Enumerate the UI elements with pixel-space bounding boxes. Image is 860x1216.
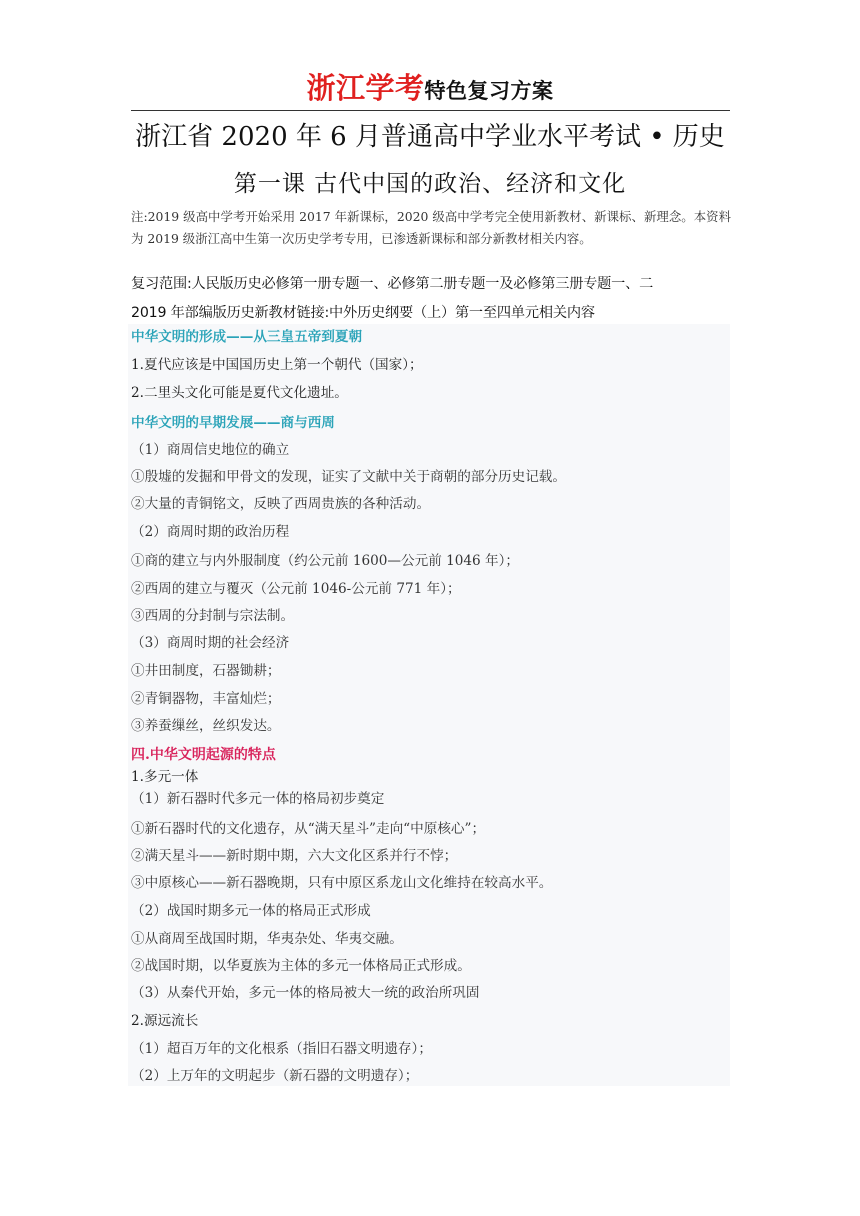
brand-red-text: 浙江学考: [306, 71, 425, 105]
content-line: ②满天星斗——新时期中期，六大文化区系并行不悖；: [131, 848, 458, 864]
brand-black-text: 特色复习方案: [424, 79, 554, 103]
content-line: （3）商周时期的社会经济: [131, 635, 290, 651]
brand-header: [0, 66, 860, 107]
content-line: ②青铜器物，丰富灿烂；: [131, 691, 281, 707]
content-line: 2.源远流长: [131, 1013, 199, 1029]
content-line: ①商的建立与内外服制度（约公元前 1600—公元前 1046 年）；: [131, 553, 520, 569]
document-title: 浙江省 2020 年 6 月普通高中学业水平考试 • 历史: [135, 122, 725, 152]
content-line: （2）商周时期的政治历程: [131, 524, 290, 540]
content-line: ②西周的建立与覆灭（公元前 1046-公元前 771 年）；: [131, 581, 461, 597]
content-line: ②大量的青铜铭文，反映了西周贵族的各种活动。: [131, 496, 431, 512]
content-line: ①从商周至战国时期，华夷杂处、华夷交融。: [131, 931, 403, 947]
content-line: ③西周的分封制与宗法制。: [131, 608, 295, 624]
content-line: ③养蚕缫丝，丝织发达。: [131, 718, 281, 734]
content-line: ①殷墟的发掘和甲骨文的发现，证实了文献中关于商朝的部分历史记载。: [131, 469, 566, 485]
content-line: （3）从秦代开始，多元一体的格局被大一统的政治所巩固: [131, 985, 480, 1001]
content-line: （2）上万年的文明起步（新石器的文明遗存）；: [131, 1068, 419, 1084]
content-line: ③中原核心——新石器晚期，只有中原区系龙山文化维持在较高水平。: [131, 875, 553, 891]
content-line: （1）超百万年的文化根系（指旧石器文明遗存）；: [131, 1041, 432, 1057]
content-line: 2.二里头文化可能是夏代文化遗址。: [131, 385, 348, 401]
content-line: （1）新石器时代多元一体的格局初步奠定: [131, 791, 385, 807]
header-divider: [131, 110, 730, 111]
review-scope-line: 复习范围:人民版历史必修第一册专题一、必修第二册专题一及必修第三册专题一、二: [131, 276, 654, 292]
lesson-subtitle: 第一课 古代中国的政治、经济和文化: [233, 171, 627, 197]
content-line: 1.夏代应该是中国国历史上第一个朝代（国家）；: [131, 357, 423, 373]
section-heading: 中华文明的形成——从三皇五帝到夏朝: [131, 329, 363, 345]
content-line: ①井田制度，石器锄耕；: [131, 663, 281, 679]
section-heading: 中华文明的早期发展——商与西周: [131, 415, 335, 431]
textbook-link-line: 2019 年部编版历史新教材链接:中外历史纲要（上）第一至四单元相关内容: [131, 305, 595, 321]
note-paragraph: 注:2019 级高中学考开始采用 2017 年新课标，2020 级高中学考完全使用新教材、新课标、新理念。本资料为 2019 级浙江高中生第一次历史学考专用，已渗透新课标和部分新教材相关内容。: [131, 209, 731, 246]
content-line: （2）战国时期多元一体的格局正式形成: [131, 903, 371, 919]
content-line: （1）商周信史地位的确立: [131, 442, 290, 458]
content-line: ②战国时期，以华夏族为主体的多元一体格局正式形成。: [131, 958, 471, 974]
section-heading: 四.中华文明起源的特点: [131, 747, 276, 763]
content-line: 1.多元一体: [131, 769, 199, 785]
content-line: ①新石器时代的文化遗存，从“满天星斗”走向“中原核心”；: [131, 821, 486, 837]
